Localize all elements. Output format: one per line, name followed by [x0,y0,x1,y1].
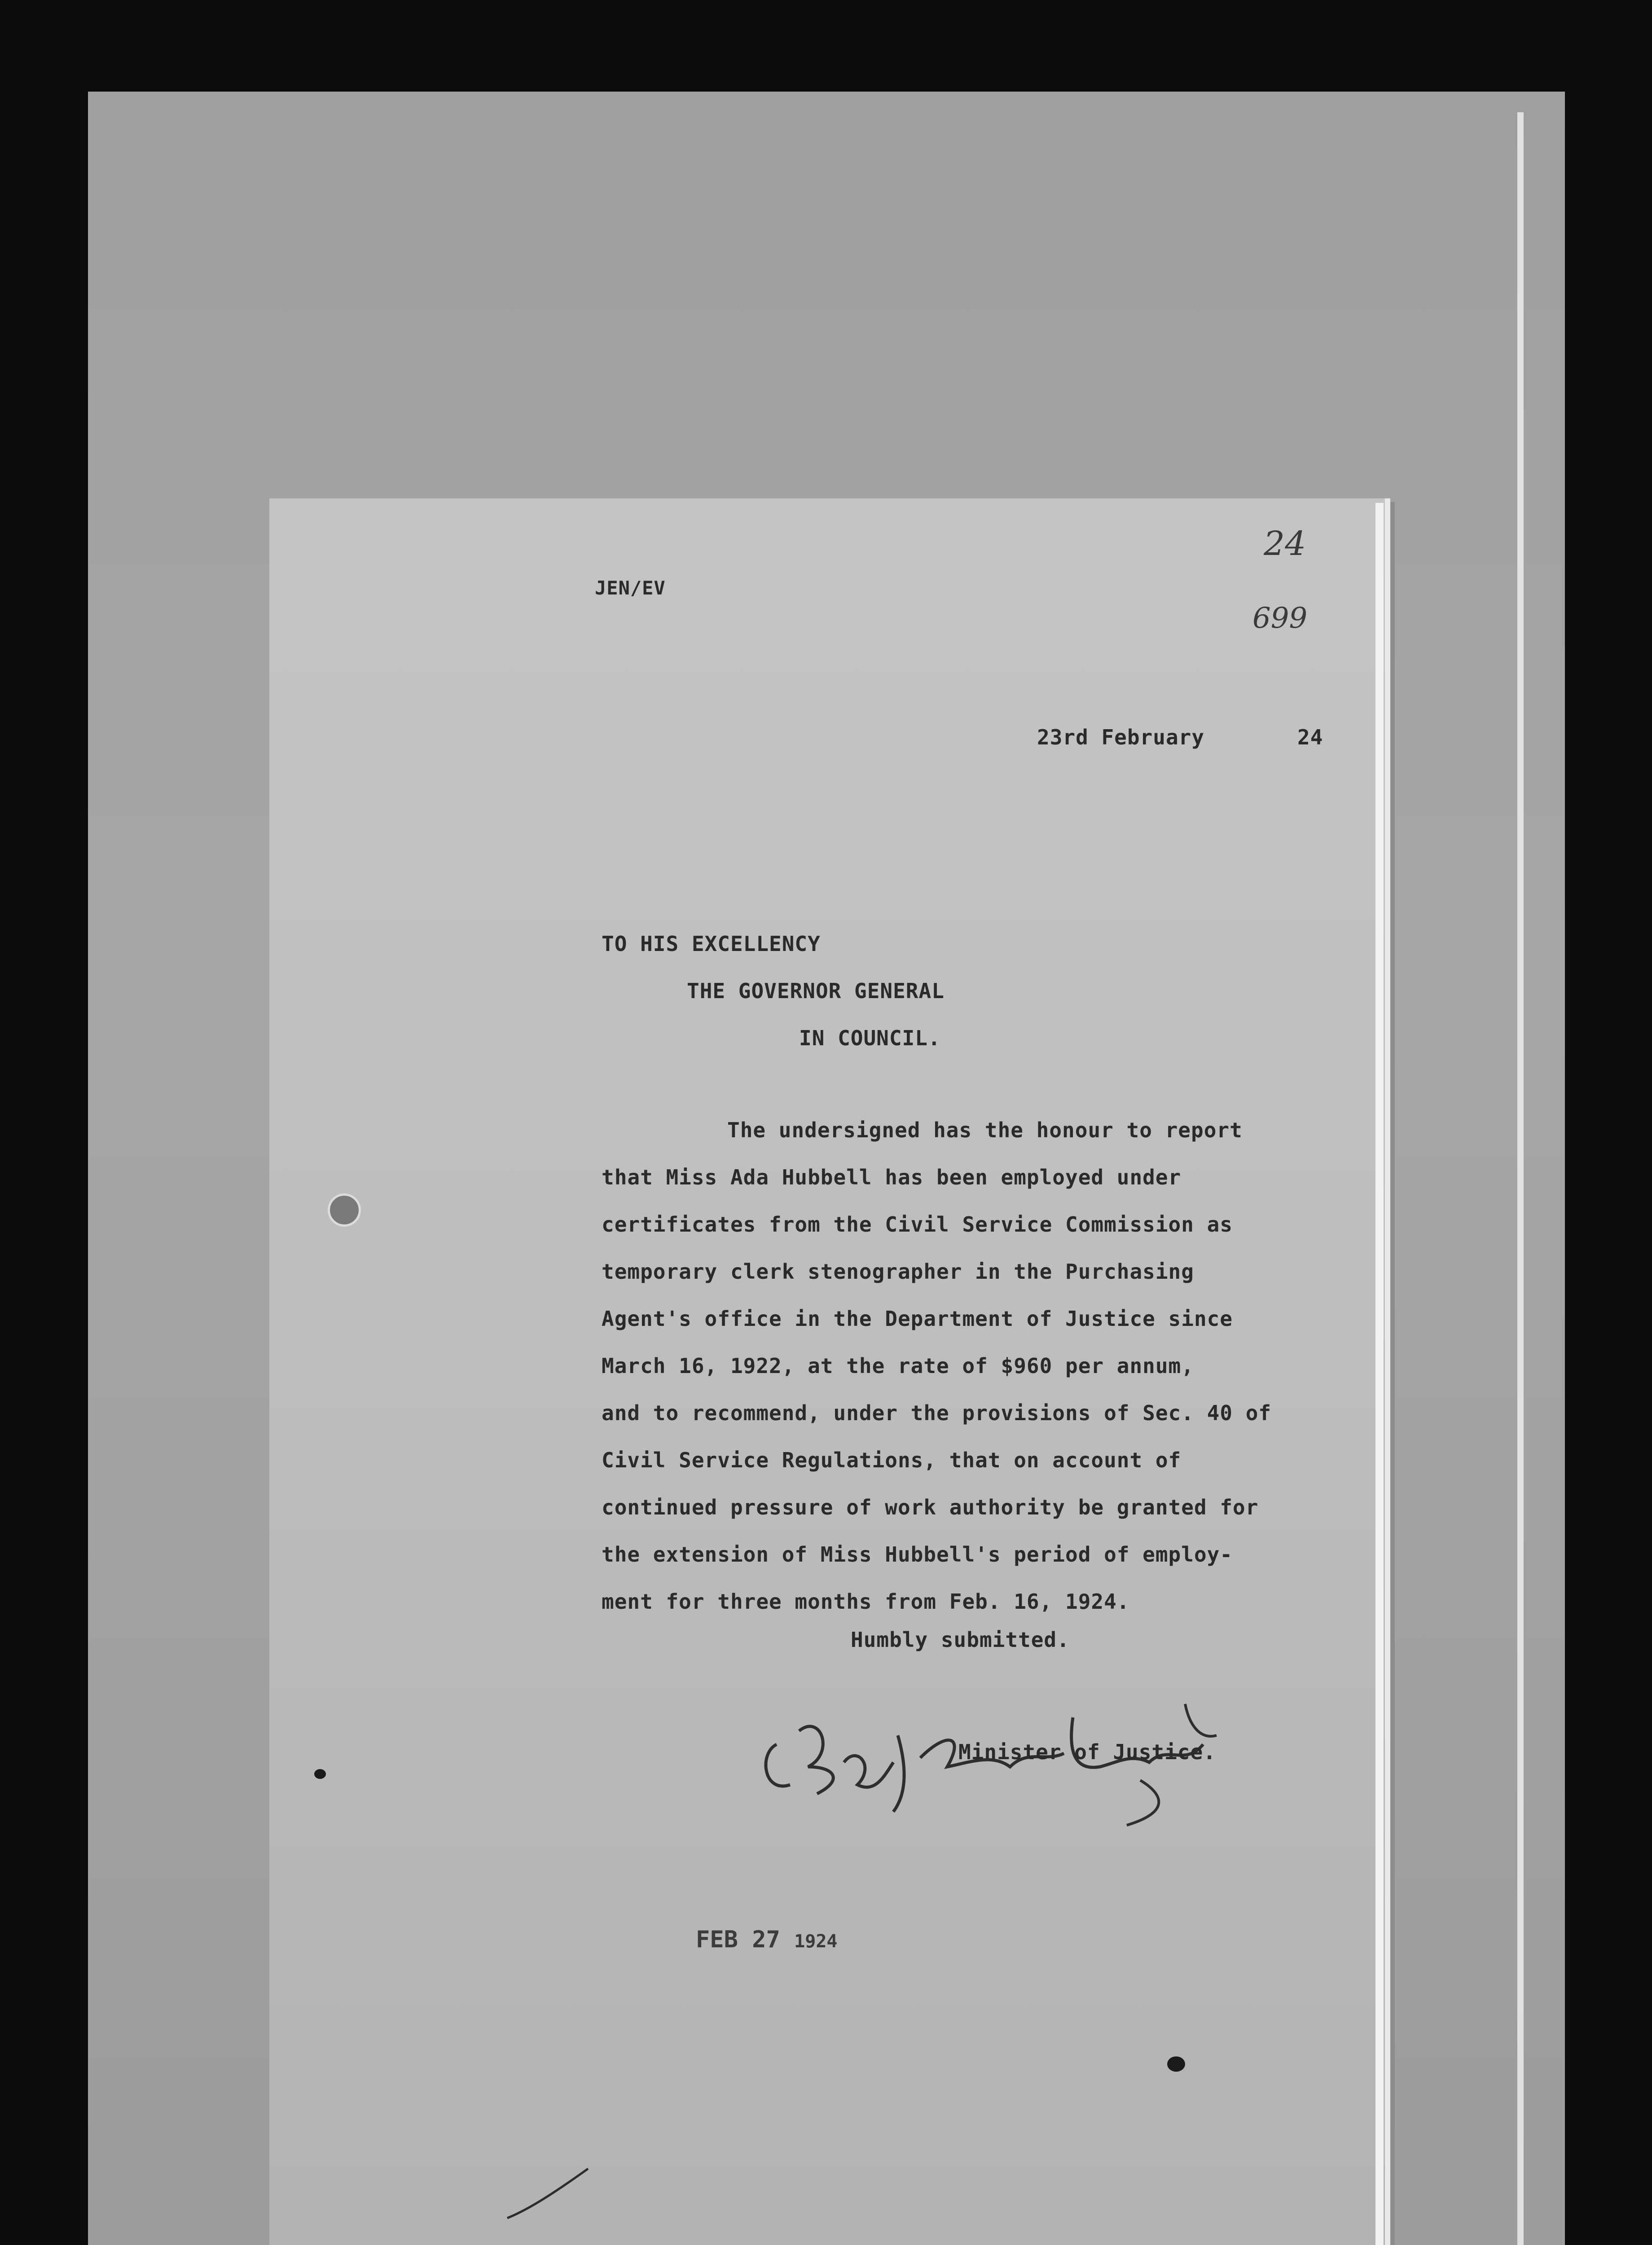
letter-page-edge [1375,503,1384,2245]
ink-speck [1167,2056,1185,2072]
body-line-7: and to recommend, under the provisions of Sec. 40 of [602,1401,1272,1425]
body-line-9: continued pressure of work authority be granted for [602,1495,1259,1519]
punch-hole [328,1193,361,1227]
address-line-2: THE GOVERNOR GENERAL [687,979,945,1003]
reference-initials: JEN/EV [595,577,666,599]
signatory-title: Minister of Justice. [958,1740,1216,1764]
body-line-6: March 16, 1922, at the rate of $960 per annum, [602,1354,1194,1378]
mount-edge-highlight [1517,112,1524,2245]
body-line-1: The undersigned has the honour to report [727,1118,1243,1142]
closing-line: Humbly submitted. [851,1628,1070,1652]
address-line-1: TO HIS EXCELLENCY [602,932,821,956]
body-line-2: that Miss Ada Hubbell has been employed under [602,1165,1182,1189]
body-line-4: temporary clerk stenographer in the Purchasing [602,1259,1194,1284]
received-date-stamp [696,1926,837,1953]
ink-speck [314,1769,326,1779]
letter-date-year: 24 [1297,725,1323,749]
received-stamp-date: FEB 27 [696,1926,780,1953]
body-line-3: certificates from the Civil Service Commission as [602,1212,1233,1237]
received-stamp-year: 1924 [794,1931,838,1952]
pencil-mark [503,2164,593,2227]
archive-number-bottom: 699 [1252,602,1308,635]
address-line-3: IN COUNCIL. [799,1026,941,1050]
body-line-5: Agent's office in the Department of Justice since [602,1307,1233,1331]
archive-number-top: 24 [1264,524,1306,563]
letter-date: 23rd February [1037,725,1205,749]
body-line-8: Civil Service Regulations, that on account of [602,1448,1182,1472]
body-line-11: ment for three months from Feb. 16, 1924. [602,1589,1130,1614]
body-line-10: the extension of Miss Hubbell's period of employ- [602,1542,1233,1567]
